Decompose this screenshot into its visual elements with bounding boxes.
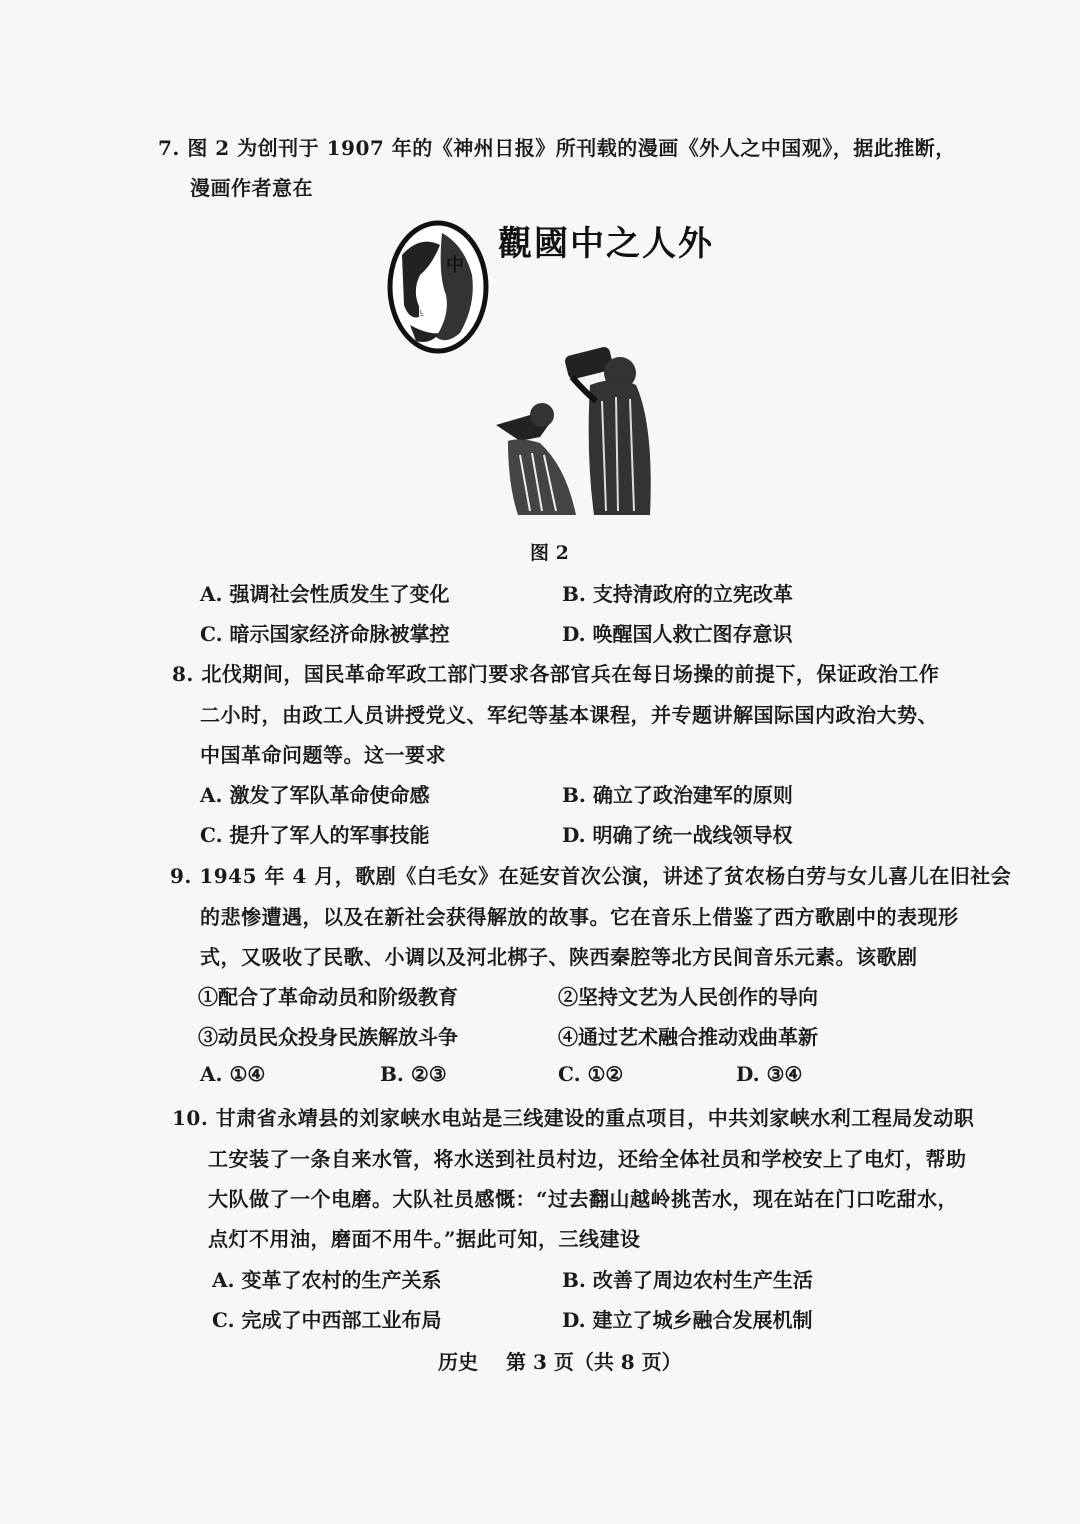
q8-option-a[interactable]: A. 激发了军队革命使命感 bbox=[200, 783, 430, 807]
q7-stem-line-1: 7. 图 2 为创刊于 1907 年的《神州日报》所刊载的漫画《外人之中国观》，据此推断， bbox=[158, 136, 956, 160]
q10-option-d[interactable]: D. 建立了城乡融合发展机制 bbox=[562, 1308, 813, 1332]
figures-with-telescopes bbox=[496, 346, 651, 515]
q8-stem-line-3: 中国革命问题等。这一要求 bbox=[200, 743, 446, 767]
q8-stem-line-1: 8. 北伐期间，国民革命军政工部门要求各部官兵在每日场操的前提下，保证政治工作 bbox=[172, 662, 940, 686]
q9-option-a[interactable]: A. ①④ bbox=[200, 1062, 266, 1086]
q9-option-b[interactable]: B. ②③ bbox=[380, 1062, 447, 1086]
q10-stem-line-1: 10. 甘肃省永靖县的刘家峡水电站是三线建设的重点项目，中共刘家峡水利工程局发动职 bbox=[172, 1106, 975, 1130]
q8-option-d[interactable]: D. 明确了统一战线领导权 bbox=[562, 823, 793, 847]
q9-option-d[interactable]: D. ③④ bbox=[736, 1062, 803, 1086]
cartoon-title: 觀國中之人外 bbox=[498, 224, 714, 264]
footer-subject: 历史 bbox=[438, 1350, 478, 1374]
q9-stem-line-3: 式，又吸收了民歌、小调以及河北梆子、陕西秦腔等北方民间音乐元素。该歌剧 bbox=[200, 945, 918, 969]
q10-option-b[interactable]: B. 改善了周边农村生产生活 bbox=[562, 1268, 813, 1292]
q7-option-d[interactable]: D. 唤醒国人救亡图存意识 bbox=[562, 622, 793, 646]
q7-stem-line-2: 漫画作者意在 bbox=[190, 176, 313, 200]
q7-cartoon-figure bbox=[380, 205, 720, 535]
q9-statement-1: ①配合了革命动员和阶级教育 bbox=[198, 985, 458, 1009]
page-footer bbox=[438, 1346, 710, 1375]
q7-option-a[interactable]: A. 强调社会性质发生了变化 bbox=[200, 582, 450, 606]
q9-statement-4: ④通过艺术融合推动戏曲革新 bbox=[558, 1025, 818, 1049]
q10-stem-line-3: 大队做了一个电磨。大队社员感慨：“过去翻山越岭挑苦水，现在站在门口吃甜水， bbox=[208, 1187, 959, 1211]
q9-option-c[interactable]: C. ①② bbox=[558, 1062, 624, 1086]
q10-option-a[interactable]: A. 变革了农村的生产关系 bbox=[212, 1268, 442, 1292]
svg-text:中: 中 bbox=[446, 255, 464, 276]
q8-stem-line-2: 二小时，由政工人员讲授党义、军纪等基本课程，并专题讲解国际国内政治大势、 bbox=[200, 703, 938, 727]
q9-stem-line-2: 的悲惨遭遇，以及在新社会获得解放的故事。它在音乐上借鉴了西方歌剧中的表现形 bbox=[200, 905, 959, 929]
footer-page-number: 第 3 页（共 8 页） bbox=[506, 1350, 682, 1374]
q7-option-b[interactable]: B. 支持清政府的立宪改革 bbox=[562, 582, 793, 606]
q8-option-b[interactable]: B. 确立了政治建军的原则 bbox=[562, 783, 793, 807]
q10-option-c[interactable]: C. 完成了中西部工业布局 bbox=[212, 1308, 442, 1332]
svg-text:國: 國 bbox=[418, 305, 432, 321]
q9-statement-2: ②坚持文艺为人民创作的导向 bbox=[558, 985, 818, 1009]
q8-option-c[interactable]: C. 提升了军人的军事技能 bbox=[200, 823, 430, 847]
q7-option-c[interactable]: C. 暗示国家经济命脉被掌控 bbox=[200, 622, 450, 646]
q10-stem-line-2: 工安装了一条自来水管，将水送到社员村边，还给全体社员和学校安上了电灯，帮助 bbox=[208, 1147, 967, 1171]
figure-caption: 图 2 bbox=[530, 542, 569, 564]
cartoon-illustration bbox=[380, 205, 720, 535]
q9-statement-3: ③动员民众投身民族解放斗争 bbox=[198, 1025, 458, 1049]
q10-stem-line-4: 点灯不用油，磨面不用牛。”据此可知，三线建设 bbox=[208, 1227, 641, 1251]
q9-stem-line-1: 9. 1945 年 4 月，歌剧《白毛女》在延安首次公演，讲述了贫农杨白劳与女儿喜儿在旧社会 bbox=[170, 864, 1012, 888]
globe-icon bbox=[390, 223, 486, 351]
